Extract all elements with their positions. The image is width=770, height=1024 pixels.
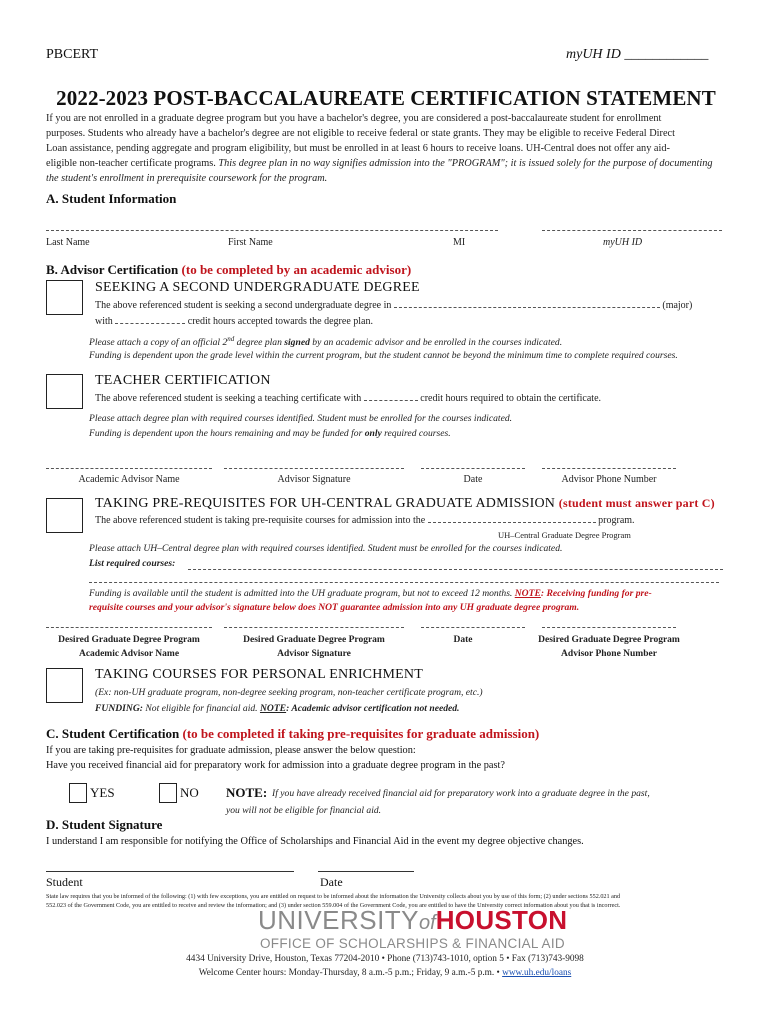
funding-red: : Receiving funding for pre- [540,588,652,599]
label-mi: MI [453,237,466,248]
section-c-title [46,726,539,742]
advisor-signature-line[interactable] [224,468,404,469]
enrichment-note-text: : Academic advisor certification not needed. [286,703,460,714]
prereq-text: program. [598,515,635,526]
section-b-note: (to be completed by an academic advisor) [181,262,412,277]
section-d-title: D. Student Signature [46,817,163,832]
student-myuh-line[interactable] [542,230,722,231]
enrichment-heading: TAKING COURSES FOR PERSONAL ENRICHMENT [95,667,423,682]
prereq-heading [95,496,715,512]
prereq-note1: Please attach UH–Central degree plan with required courses identified. Student must be enrolled for the courses indicated. [89,543,563,554]
section-b-title-text: B. Advisor Certification [46,262,179,277]
section-c-note-b: you will not be eligible for financial aid. [226,805,382,816]
teacher-cert-checkbox[interactable] [46,374,83,409]
section-c-note-label: NOTE: [226,785,268,800]
second-degree-note2: Funding is dependent upon the grade level within the current program, but the student cannot be beyond the minimum time to complete required courses. [89,350,678,361]
label-line: Desired Graduate Degree Program [243,635,385,645]
yes-checkbox[interactable] [69,783,87,803]
advisor-phone-line-2[interactable] [542,627,676,628]
legal-line: State law requires that you be informed of the following: (1) with few exceptions, you are entitled on request to be informed about the information the University collects about you by use of this form; (2) under sections 552.021 and [46,893,621,900]
advisor-name-line[interactable] [46,468,212,469]
enrichment-line2 [95,703,459,714]
with-label: with [95,316,113,327]
teacher-cert-heading: TEACHER CERTIFICATION [95,373,271,388]
credit-hours-field[interactable] [115,323,185,324]
footer-address: 4434 University Drive, Houston, Texas 77204-2010 • Phone (713)743-1010, option 5 • Fax (713)743-9098 [186,954,584,964]
student-signature-line[interactable] [46,871,294,872]
teacher-hours-field[interactable] [364,400,418,401]
no-checkbox[interactable] [159,783,177,803]
intro-line: If you are not enrolled in a graduate degree program but you have a bachelor's degree, you are considered a post-baccalaureate student for enrollment [46,113,662,124]
student-name-line[interactable] [46,230,498,231]
note-text: degree plan [234,337,285,349]
logo-houston: HOUSTON [435,905,568,935]
note-text: Funding is dependent upon the hours remaining and may be funded for [89,428,365,439]
logo-of: of [419,912,436,934]
label-grad-advisor-phone [526,633,692,661]
section-b-title [46,262,411,278]
section-c-note: (to be completed if taking pre-requisites for graduate admission) [182,726,540,741]
myuh-id-blank[interactable]: ____________ [624,47,709,62]
prereq-sub-label: UH–Central Graduate Degree Program [498,530,631,540]
section-d-line1: I understand I am responsible for notifying the Office of Scholarships and Financial Aid in the event my degree objective changes. [46,836,584,847]
label-grad-advisor-name [36,633,222,661]
label-line: Advisor Signature [277,649,351,659]
second-degree-heading: SEEKING A SECOND UNDERGRADUATE DEGREE [95,280,420,295]
prereq-text: The above referenced student is taking pre-requisite courses for admission into the [95,515,426,526]
advisor-phone-line[interactable] [542,468,676,469]
label-advisor-signature: Advisor Signature [277,474,351,485]
label-last-name: Last Name [46,237,90,248]
label-date: Date [463,474,483,485]
major-label: (major) [662,300,693,311]
second-degree-text: The above referenced student is seeking a second undergraduate degree in [95,300,392,311]
intro-text: eligible non-teacher certificate programs. [46,158,219,169]
major-field[interactable] [394,307,660,308]
second-degree-line2 [95,316,373,327]
second-degree-note1 [89,335,739,348]
myuh-id-label: myUH ID [566,47,621,62]
funding-text: Funding is available until the student is admitted into the UH graduate program, but not to exceed 12 months. [89,588,515,599]
prereq-heading-text: TAKING PRE-REQUISITES FOR UH-CENTRAL GRADUATE ADMISSION [95,496,556,511]
grad-program-field[interactable] [428,522,596,523]
required-courses-line-2[interactable] [89,582,719,583]
intro-italic: This degree plan in no way signifies admission into the "PROGRAM"; it is issued solely for the purpose of documenting [218,158,713,169]
credit-hours-text: credit hours accepted towards the degree plan. [187,316,373,327]
section-a-title: A. Student Information [46,191,177,206]
student-date-line[interactable] [318,871,414,872]
section-c-line2: Have you received financial aid for preparatory work for admission into a graduate degree program in the past? [46,760,505,771]
prereq-funding [89,587,729,615]
note-bold: only [364,428,382,439]
note-text: by an academic advisor and be enrolled in the courses indicated. [309,337,563,349]
enrichment-line1: (Ex: non-UH graduate program, non-degree seeking program, non-teacher certificate program, etc.) [95,687,483,698]
footer-hours [0,968,770,978]
funding-line [89,587,729,601]
enrichment-note: NOTE [259,703,287,714]
second-degree-checkbox[interactable] [46,280,83,315]
funding-text: Not eligible for financial aid. [145,703,260,714]
prereq-list-label: List required courses: [89,558,176,569]
teacher-cert-note1: Please attach degree plan with required courses identified. Student must be enrolled for the courses indicated. [89,413,513,424]
yes-label: YES [90,785,115,800]
office-name: OFFICE OF SCHOLARSHIPS & FINANCIAL AID [260,936,565,951]
form-code: PBCERT [46,47,99,62]
teacher-text: credit hours required to obtain the certificate. [420,393,602,404]
prereq-line1 [95,515,635,526]
label-line: Date [453,635,473,645]
teacher-cert-note2 [89,428,451,439]
funding-note: NOTE [514,588,541,599]
date-label: Date [320,875,343,889]
page-title: 2022-2023 POST-BACCALAUREATE CERTIFICATION STATEMENT [56,86,716,110]
intro-line: purposes. Students who already have a bachelor's degree are not eligible to receive federal or state grants. They may be eligible to receive Federal Direct [46,128,675,139]
label-myuh-id: myUH ID [603,237,643,248]
label-advisor-phone: Advisor Phone Number [561,474,657,485]
no-label: NO [180,785,199,800]
intro-paragraph [46,111,736,186]
logo-university: UNIVERSITY [258,905,420,935]
label-line: Academic Advisor Name [78,649,180,659]
funding-label: FUNDING: [95,703,146,714]
advisor-signature-line-2[interactable] [224,627,404,628]
intro-line: the student's enrollment in prerequisite coursework for the program. [46,173,328,184]
date-line[interactable] [421,468,525,469]
note-bold: signed [284,337,310,349]
note-text: Please attach a copy of an official 2 [89,337,228,349]
myuh-id-header [566,47,708,63]
label-grad-advisor-signature [214,633,414,661]
label-line: Advisor Phone Number [561,649,657,659]
uh-logo [258,905,567,936]
teacher-text: The above referenced student is seeking a teaching certificate with [95,393,362,404]
section-c-note-a: If you have already received financial aid for preparatory work into a graduate degree in the past, [272,788,650,799]
hours-text: Welcome Center hours: Monday-Thursday, 8 a.m.-5 p.m.; Friday, 9 a.m.-5 p.m. • [198,968,503,978]
note-sup: nd [227,335,235,343]
required-courses-line-1[interactable] [188,569,723,570]
enrichment-checkbox[interactable] [46,668,83,703]
intro-line: Loan assistance, pending aggregate and program eligibility, but must be enrolled in at least 6 hours to receive loans. UH-Central does not offer any aid- [46,143,670,154]
loans-link[interactable]: www.uh.edu/loans [502,968,572,978]
label-line: Desired Graduate Degree Program [58,635,200,645]
legal-line: 552.023 of the Government Code, you are entitled to receive and review the information; and (3) under section 559.004 of the Government Code, you are entitled to have the University correct information about you that is incorrect. [46,902,621,909]
label-advisor-name: Academic Advisor Name [78,474,180,485]
section-c-line1: If you are taking pre-requisites for graduate admission, please answer the below question: [46,745,416,756]
intro-line [46,156,736,171]
label-first-name: First Name [228,237,273,248]
second-degree-line1 [95,300,735,311]
section-c-title-text: C. Student Certification [46,726,180,741]
teacher-cert-line1 [95,393,601,404]
note-text: required courses. [381,428,451,439]
student-label: Student [46,875,83,889]
label-line: Desired Graduate Degree Program [538,635,680,645]
funding-line-red: requisite courses and your advisor's signature below does NOT guarantee admission into any UH graduate degree program. [89,602,580,613]
date-line-2[interactable] [421,627,525,628]
advisor-name-line-2[interactable] [46,627,212,628]
prereq-heading-note: (student must answer part C) [558,496,715,510]
label-grad-date [421,633,505,647]
prereq-checkbox[interactable] [46,498,83,533]
